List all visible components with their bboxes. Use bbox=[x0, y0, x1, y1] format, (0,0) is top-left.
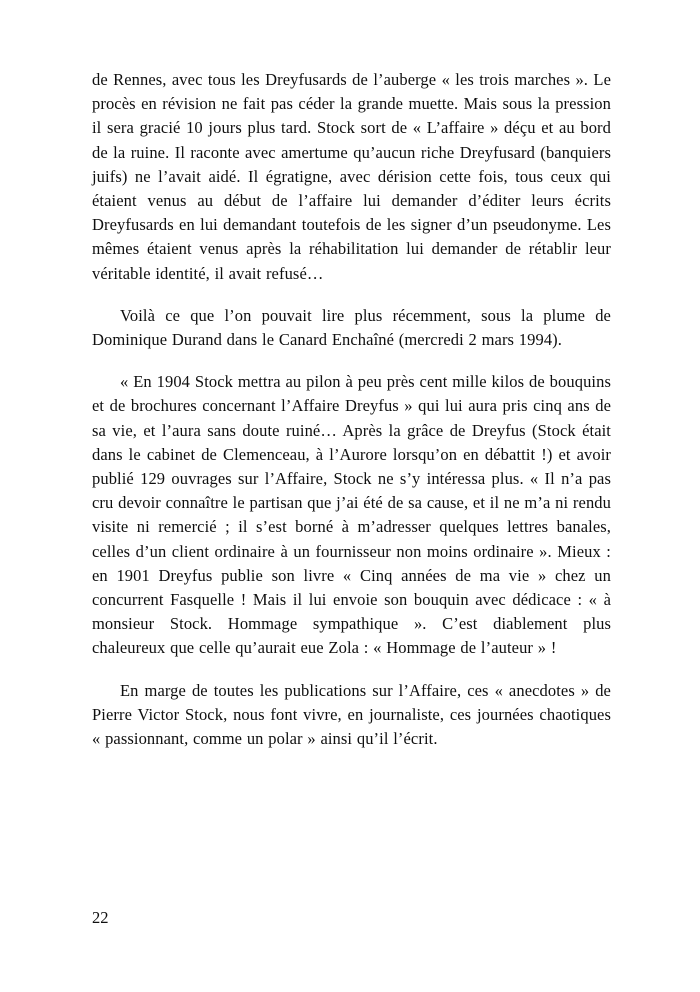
paragraph-continuation: de Rennes, avec tous les Dreyfusards de l’auberge « les trois marches ». Le procès en révision ne fait pas céder la grande muette. Mais sous la pression il sera gracié 10 jours plus tard. Stock sort de « L’affaire » déçu et au bord de la ruine. Il raconte avec amertume qu’aucun riche Dreyfusard (banquiers juifs) ne l’avait aidé. Il égratigne, avec dérision cette fois, tous ceux qui étaient venus au début de l’affaire lui demander d’éditer leurs écrits Dreyfusards en lui demandant toutefois de les signer d’un pseudonyme. Les mêmes étaient venus après la réhabilitation lui demander de rétablir leur véritable identité, il avait refusé… bbox=[92, 70, 611, 283]
page-text-block bbox=[92, 68, 611, 769]
paragraph-canard-quote: « En 1904 Stock mettra au pilon à peu près cent mille kilos de bouquins et de brochures concernant l’Affaire Dreyfus » qui lui aura pris cinq ans de sa vie, et l’aura sans doute ruiné… Après la grâce de Dreyfus (Stock était dans le cabinet de Clemenceau, à l’Aurore lorsqu’on en débattit !) et avoir publié 129 ouvrages sur l’Affaire, Stock ne s’y intéressa plus. « Il n’a pas cru devoir connaître le partisan que j’ai été de sa cause, et il ne m’a ni rendu visite ni remercié ; il s’est borné à m’adresser quelques lettres banales, celles d’un client ordinaire à un fournisseur non moins ordinaire ». Mieux : en 1901 Dreyfus publie son livre « Cinq années de ma vie » chez un concurrent Fasquelle ! Mais il lui envoie son bouquin avec dédicace : « à monsieur Stock. Hommage sympathique ». C’est diablement plus chaleureux que celle qu’aurait eue Zola : « Hommage de l’auteur » ! bbox=[92, 372, 611, 658]
page-number: 22 bbox=[92, 908, 109, 927]
paragraph-closing: En marge de toutes les publications sur l’Affaire, ces « anecdotes » de Pierre Victor Stock, nous font vivre, en journaliste, ces journées chaotiques « passionnant, comme un polar » ainsi qu’il l’écrit. bbox=[92, 680, 611, 749]
paragraph-intro-quote: Voilà ce que l’on pouvait lire plus récemment, sous la plume de Dominique Durand dans le Canard Enchaîné (mercredi 2 mars 1994). bbox=[92, 305, 611, 350]
